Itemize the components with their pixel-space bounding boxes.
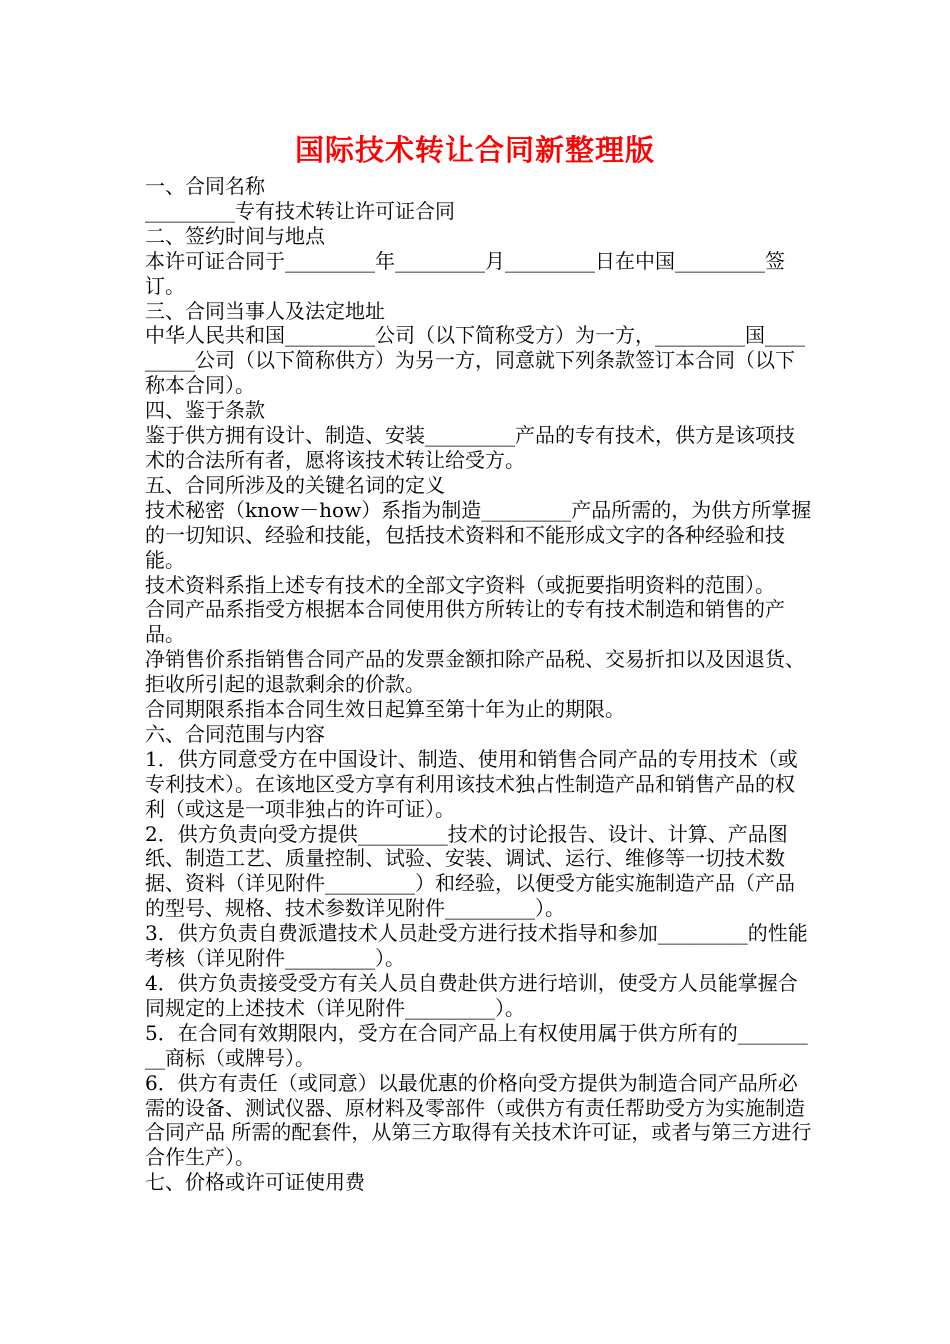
heading-signing-time-place: 二、签约时间与地点 [145,223,325,248]
paragraph: 中华人民共和国_________公司（以下简称受方）为一方，_________国_________公司（以下简称供方）为另一方，同意就下列条款签订本合同（以下称本合同）。 [145,323,805,398]
heading-parties: 三、合同当事人及法定地址 [145,298,385,323]
clause-item: 1．供方同意受方在中国设计、制造、使用和销售合同产品的专用技术（或专利技术）。在该地区受方享有利用该技术独占性制造产品和销售产品的权利（或这是一项非独占的许可证）。 [145,746,798,821]
heading-definitions: 五、合同所涉及的关键名词的定义 [145,472,445,497]
paragraph: 合同期限系指本合同生效日起算至第十年为止的期限。 [145,697,625,722]
paragraph: 鉴于供方拥有设计、制造、安装_________产品的专有技术，供方是该项技术的合法所有者，愿将该技术转让给受方。 [145,423,795,472]
heading-price: 七、价格或许可证使用费 [145,1170,365,1195]
paragraph: 合同产品系指受方根据本合同使用供方所转让的专有技术制造和销售的产品。 [145,597,785,647]
paragraph: 本许可证合同于_________年_________月_________日在中国_________签订。 [145,248,785,298]
clause-item: 5．在合同有效期限内，受方在合同产品上有权使用属于供方所有的_________商标（或牌号）。 [145,1020,808,1070]
paragraph: 技术资料系指上述专有技术的全部文字资料（或扼要指明资料的范围）。 [145,572,775,597]
heading-scope: 六、合同范围与内容 [145,721,325,746]
paragraph: 技术秘密（know－how）系指为制造_________产品所需的，为供方所掌握的一切知识、经验和技能，包括技术资料和不能形成文字的各种经验和技能。 [145,497,812,572]
clause-item: 3．供方负责自费派遣技术人员赴受方进行技术指导和参加_________的性能考核（详见附件_________）。 [145,921,808,971]
heading-whereas: 四、鉴于条款 [145,398,265,423]
document-body [145,174,813,1195]
clause-item: 2．供方负责向受方提供_________技术的讨论报告、设计、计算、产品图纸、制造工艺、质量控制、试验、安装、调试、运行、维修等一切技术数据、资料（详见附件_________）和经验，以便受方能实施制造产品（产品的型号、规格、技术参数详见附件_________）。 [145,821,795,921]
clause-item: 4．供方负责接受受方有关人员自费赴供方进行培训，使受方人员能掌握合同规定的上述技术（详见附件_________）。 [145,971,798,1020]
document-title: 国际技术转让合同新整理版 [294,133,655,167]
paragraph: 净销售价系指销售合同产品的发票金额扣除产品税、交易折扣以及因退货、拒收所引起的退款剩余的价款。 [145,647,805,697]
clause-item: 6．供方有责任（或同意）以最优惠的价格向受方提供为制造合同产品所必需的设备、测试仪器、原材料及零部件（或供方有责任帮助受方为实施制造合同产品 所需的配套件，从第三方取得有关技术许可证，或者与第三方进行合作生产）。 [145,1070,812,1170]
heading-contract-name: 一、合同名称 [145,174,265,198]
paragraph: _________专有技术转让许可证合同 [145,198,455,223]
